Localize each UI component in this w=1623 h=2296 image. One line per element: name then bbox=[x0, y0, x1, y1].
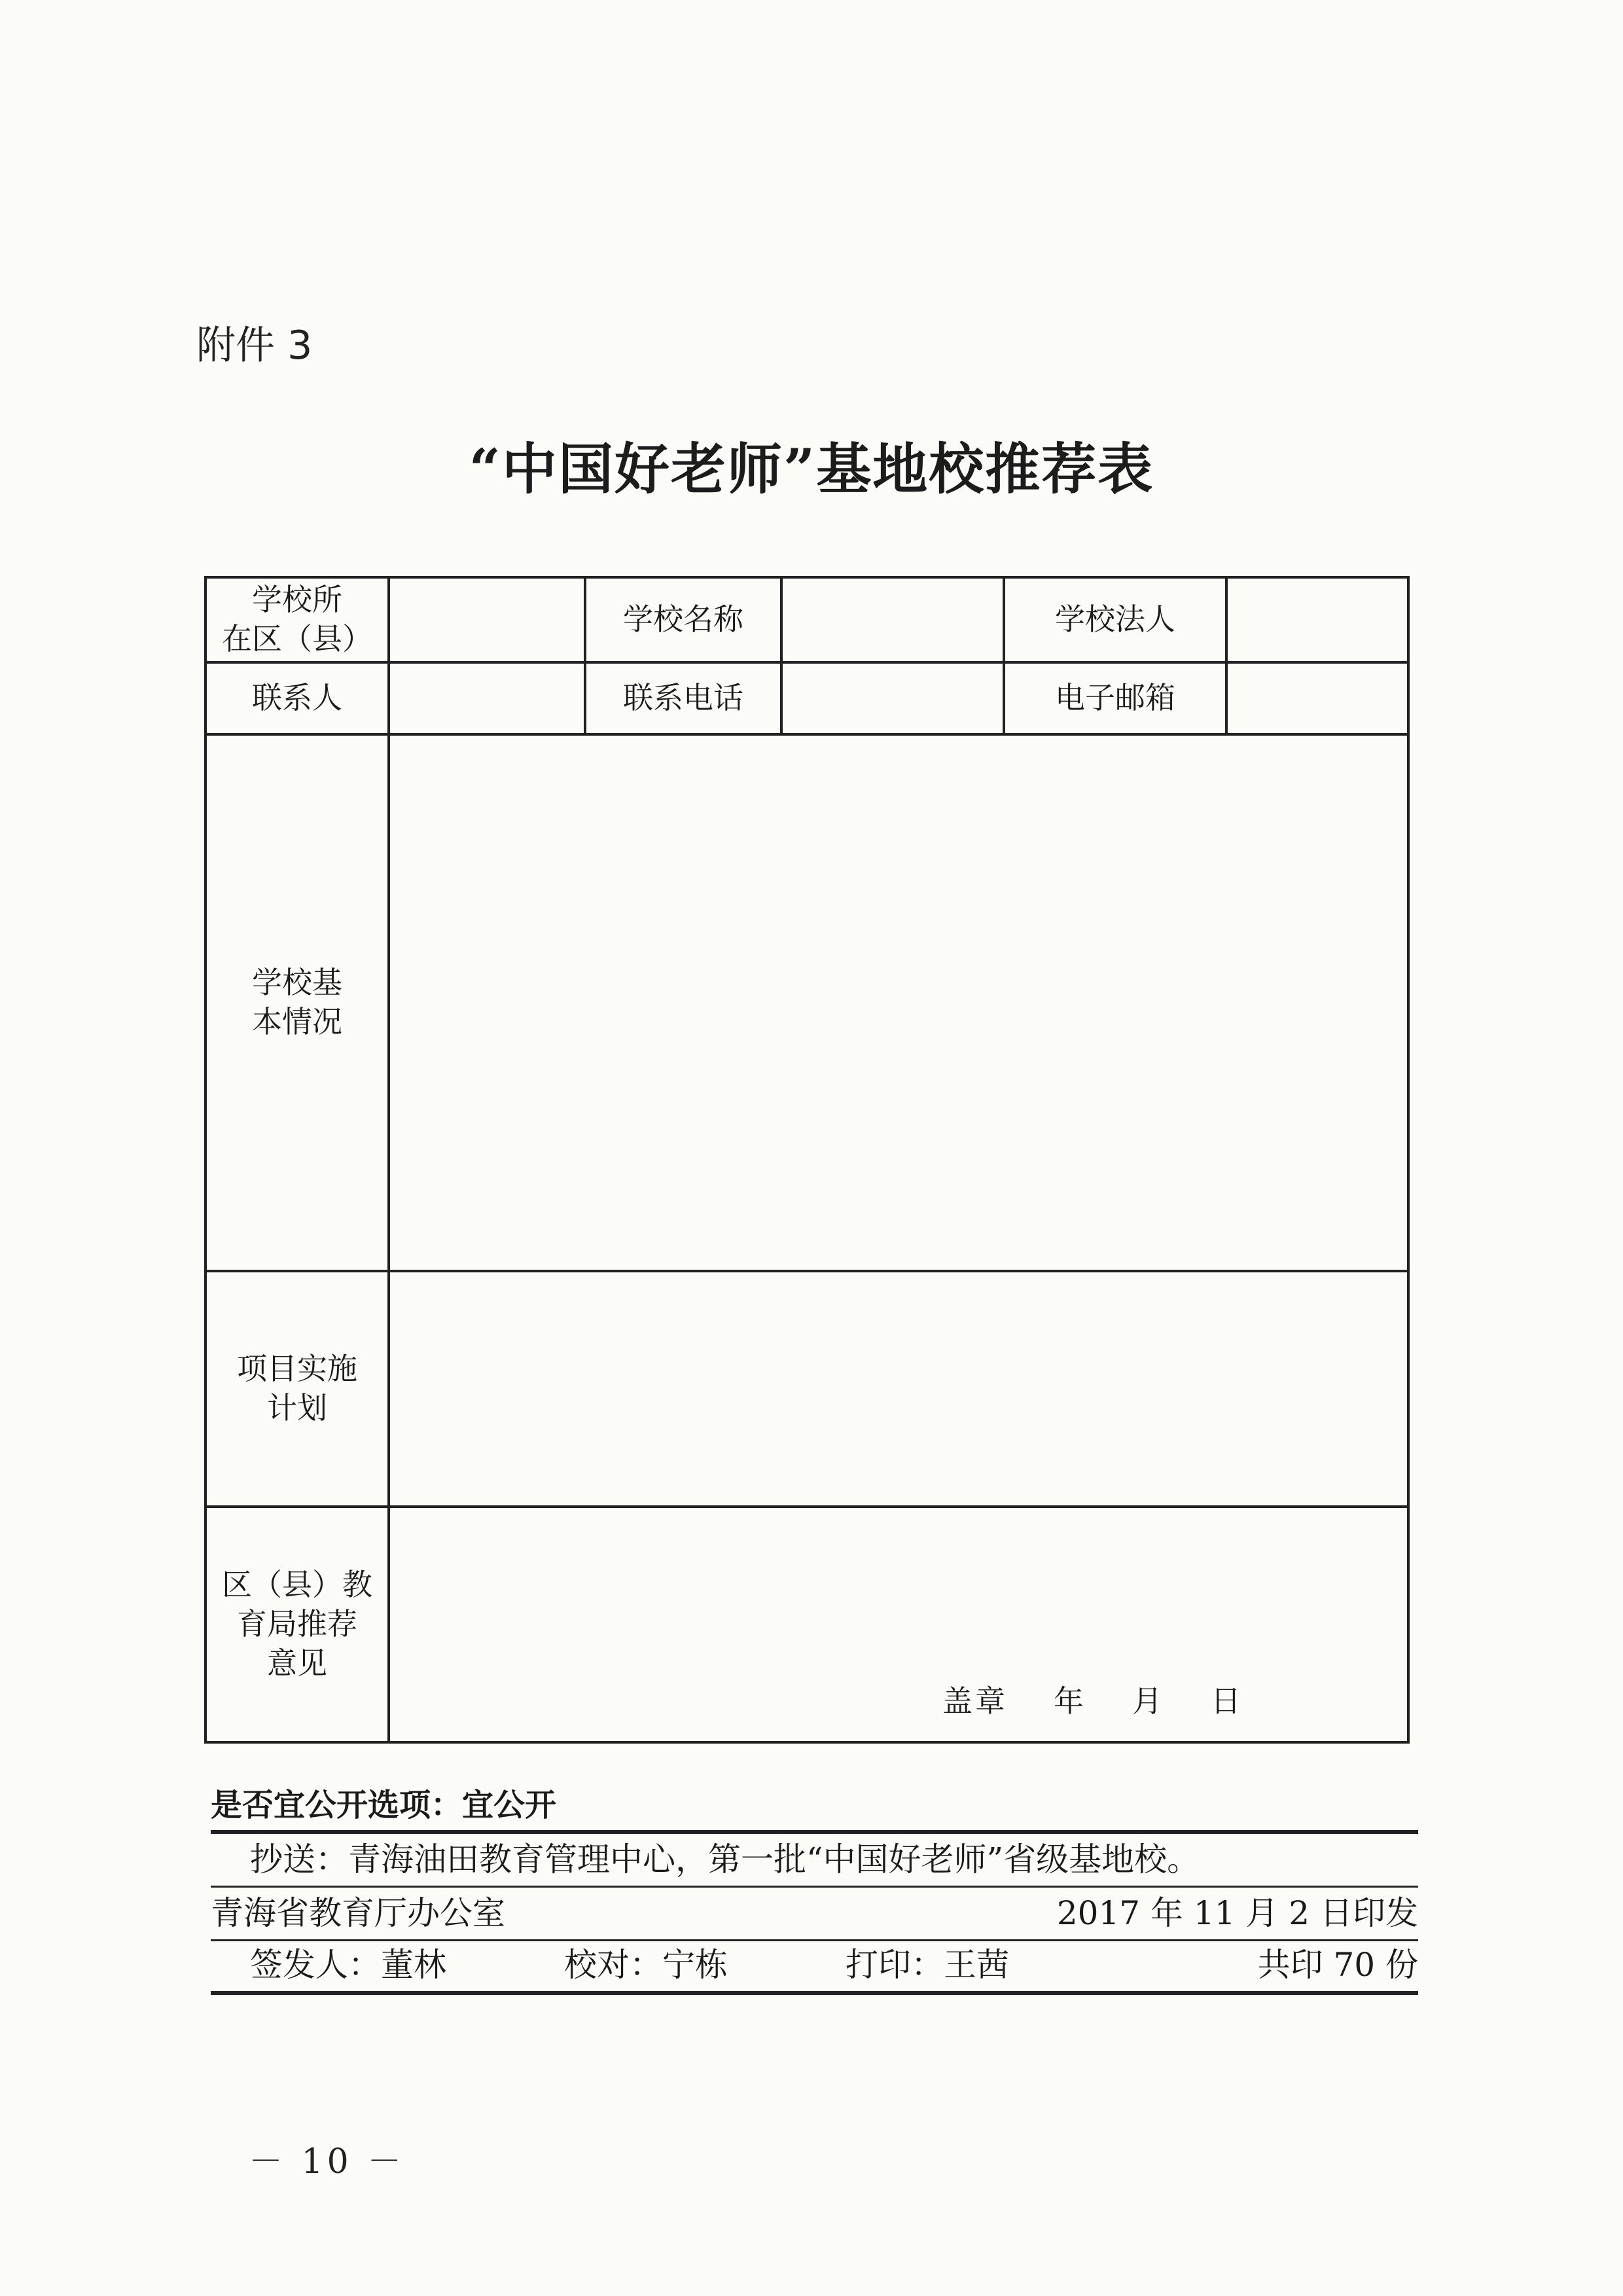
document-footer bbox=[211, 1780, 1418, 1995]
form-row-opinion bbox=[205, 1507, 1408, 1742]
school-name-label: 学校名称 bbox=[585, 577, 781, 662]
district-label: 学校所 在区（县） bbox=[205, 577, 389, 662]
proofreader: 校对：宁栋 bbox=[564, 1946, 728, 1984]
copies: 共印 70 份 bbox=[1257, 1946, 1418, 1984]
signer: 签发人：董林 bbox=[250, 1946, 446, 1984]
basic-info-label: 学校基 本情况 bbox=[205, 734, 389, 1271]
basic-info-field[interactable] bbox=[389, 734, 1408, 1271]
public-option: 是否宜公开选项：宜公开 bbox=[211, 1780, 1418, 1834]
opinion-field[interactable] bbox=[389, 1507, 1408, 1742]
stamp-date-line bbox=[942, 1682, 1243, 1721]
typist: 打印：王茜 bbox=[846, 1946, 1009, 1984]
plan-field[interactable] bbox=[389, 1271, 1408, 1507]
contact-field[interactable] bbox=[389, 662, 585, 734]
district-field[interactable] bbox=[389, 577, 585, 662]
recommendation-form-table bbox=[204, 576, 1410, 1744]
form-row-contact bbox=[205, 662, 1408, 734]
contact-label: 联系人 bbox=[205, 662, 389, 734]
form-row-plan bbox=[205, 1271, 1408, 1507]
issuer: 青海省教育厅办公室 bbox=[211, 1894, 505, 1932]
email-label: 电子邮箱 bbox=[1004, 662, 1226, 734]
form-row-basic-info bbox=[205, 734, 1408, 1271]
document-title: “中国好老师”基地校推荐表 bbox=[469, 437, 1154, 501]
phone-label: 联系电话 bbox=[585, 662, 781, 734]
year-label: 年 bbox=[1054, 1683, 1086, 1719]
month-label: 月 bbox=[1132, 1683, 1165, 1719]
plan-label: 项目实施 计划 bbox=[205, 1271, 389, 1507]
sign-line bbox=[211, 1941, 1418, 1995]
legal-person-label: 学校法人 bbox=[1004, 577, 1226, 662]
day-label: 日 bbox=[1211, 1683, 1243, 1719]
form-row-school-info bbox=[205, 577, 1408, 662]
cc-line: 抄送：青海油田教育管理中心，第一批“中国好老师”省级基地校。 bbox=[211, 1834, 1418, 1888]
page-number: － 10 － bbox=[249, 2142, 406, 2181]
issuer-line bbox=[211, 1888, 1418, 1941]
attachment-label: 附件 3 bbox=[196, 323, 313, 368]
opinion-label: 区（县）教 育局推荐 意见 bbox=[205, 1507, 389, 1742]
issue-date: 2017 年 11 月 2 日印发 bbox=[1056, 1894, 1418, 1932]
stamp-label: 盖章 bbox=[942, 1683, 1008, 1719]
email-field[interactable] bbox=[1226, 662, 1408, 734]
phone-field[interactable] bbox=[781, 662, 1004, 734]
school-name-field[interactable] bbox=[781, 577, 1004, 662]
legal-person-field[interactable] bbox=[1226, 577, 1408, 662]
